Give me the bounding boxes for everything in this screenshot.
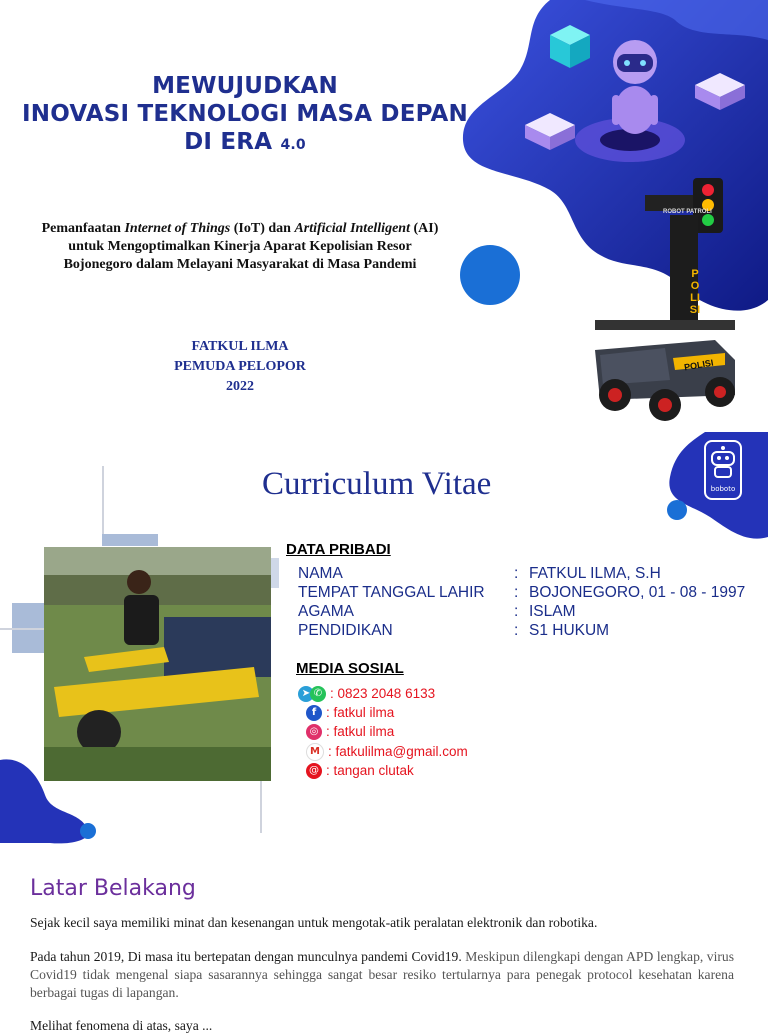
email-at-icon: @ [306,763,322,779]
cover-title-era-number: 4.0 [280,137,306,153]
social-facebook [306,703,394,722]
divider-line [102,466,104,534]
decor-box [271,558,279,588]
social-email [306,761,414,780]
subtitle-part1: Pemanfaatan [41,221,125,236]
label-nama: NAMA [298,565,343,582]
decor-dot [80,823,96,839]
whatsapp-icon: ✆ [310,686,326,702]
subtitle-iot: Internet of Things [124,221,231,236]
label-agama: AGAMA [298,603,354,620]
colon: : [514,603,519,620]
author-role: PEMUDA PELOPOR [174,359,306,374]
cover-subtitle [40,220,440,274]
data-pribadi-heading: DATA PRIBADI [286,541,391,558]
colon: : [514,565,519,582]
cover-title-era-label: DI ERA [184,129,273,155]
telegram-icon: ➤ [298,686,314,702]
social-email-text: : tangan clutak [326,763,414,778]
colon: : [514,622,519,639]
subtitle-part2: (IoT) dan [230,221,295,236]
facebook-icon: f [306,705,322,721]
latar-belakang-heading: Latar Belakang [30,876,196,901]
cover-year: 2022 [226,379,254,394]
patrol-robot-base-icon [585,320,745,430]
instagram-icon: ◎ [306,724,322,740]
cover-author [140,337,340,397]
social-instagram-text: : fatkul ilma [326,724,395,739]
social-gmail [306,742,468,761]
latar-p2-part1: Pada tahun 2019, Di masa itu bertepatan dengan munculnya pandemi Covid19. [30,949,466,964]
label-ttl: TEMPAT TANGGAL LAHIR [298,584,485,601]
robot-vertical-label: POLISI [689,268,701,316]
cover-title-line2: INOVASI TEKNOLOGI MASA DEPAN [21,101,469,127]
robot-body-label: POLISI [683,357,715,373]
media-sosial-heading: MEDIA SOSIAL [296,660,404,677]
value-pendidikan: S1 HUKUM [529,622,610,639]
social-instagram [306,722,394,741]
latar-paragraph-3: Melihat fenomena di atas, saya ... [30,1018,213,1033]
latar-paragraph-1: Sejak kecil saya memiliki minat dan kesenangan untuk mengotak-atik peralatan elektronik dan robotika. [30,915,598,930]
profile-photo [44,547,271,781]
divider-line [260,781,262,833]
value-agama: ISLAM [529,603,576,620]
cover-blob-art [455,0,768,330]
latar-paragraph-2 [30,948,734,1002]
social-facebook-text: : fatkul ilma [326,705,395,720]
decor-box [102,534,158,546]
label-pendidikan: PENDIDIKAN [298,622,393,639]
cover-title-line1: MEWUJUDKAN [152,73,338,99]
value-ttl: BOJONEGORO, 01 - 08 - 1997 [529,584,746,601]
divider-line [0,628,44,630]
social-phone [298,684,435,703]
social-phone-text: : 0823 2048 6133 [330,686,436,701]
cv-title: Curriculum Vitae [262,466,492,502]
subtitle-part3: (AI) untuk Mengoptimalkan Kinerja Aparat Kepolisian Resor Bojonegoro dalam Melayani Masyarakat di Masa Pandemi [63,221,439,272]
boboto-logo [704,440,742,500]
latar-p2-part2: Meskipun dilengkapi dengan APD lengkap, virus Covid19 tidak mengenal siapa sasarannya sehingga sangat besar resiko tertularnya para penegak protocol kesehatan karena berbagai tugas di lapangan. [30,949,734,1000]
cover-title [0,72,490,159]
robot-sign: ROBOT PATROLI [663,209,712,215]
author-name: FATKUL ILMA [191,339,289,354]
subtitle-ai: Artificial Intelligent [294,221,410,236]
boboto-robot-icon [706,442,740,482]
gmail-icon: M [306,743,324,761]
cover-title-line3 [0,128,490,159]
social-gmail-text: : fatkulilma@gmail.com [328,744,468,759]
value-nama: FATKUL ILMA, S.H [529,565,661,582]
colon: : [514,584,519,601]
boboto-logo-text: boboto [710,485,736,493]
